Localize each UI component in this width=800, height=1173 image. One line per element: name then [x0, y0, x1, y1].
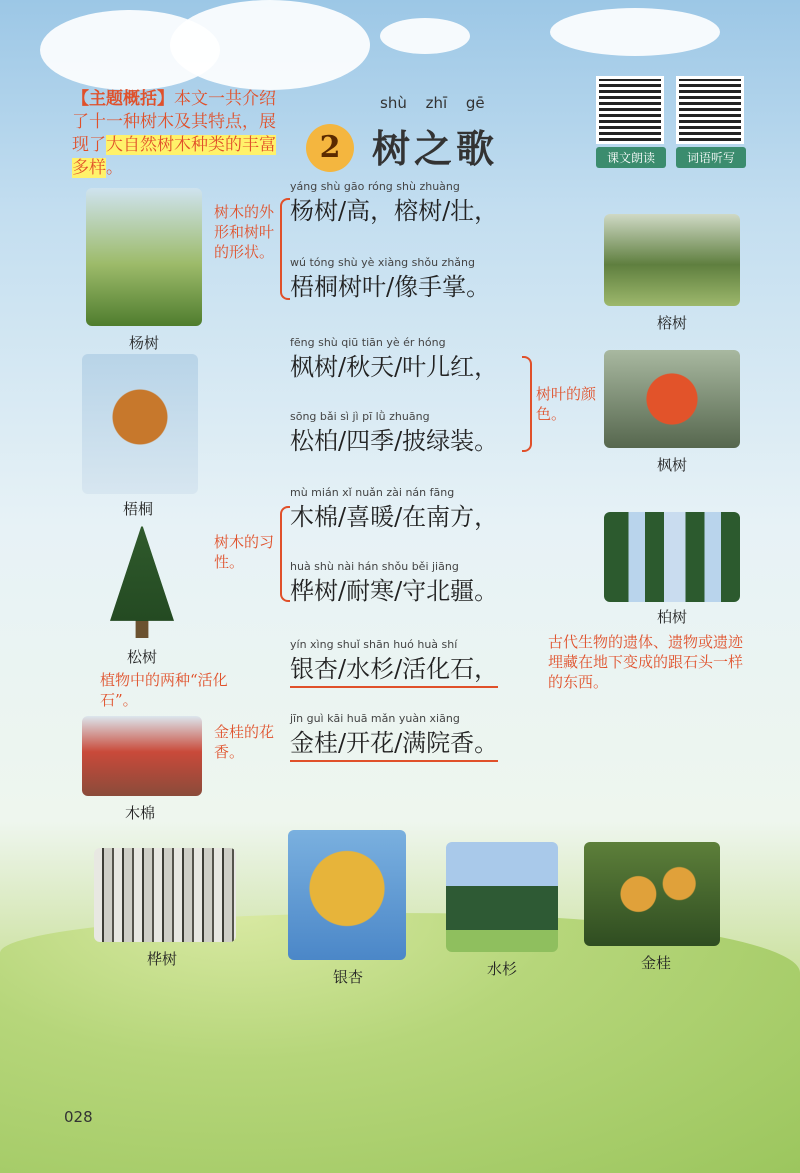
summary-highlight: 大自然树木种类的丰富多样	[72, 135, 276, 178]
poem-line: fēng shù qiū tiān yè ér hóng 枫树/秋天/叶儿红，	[290, 336, 499, 381]
caption-yangshu: 杨树	[128, 334, 159, 352]
caption-yinxing: 银杏	[332, 968, 363, 986]
caption-rongshu: 榕树	[656, 314, 687, 332]
caption-huashu: 桦树	[146, 950, 177, 968]
caption-jingui: 金桂	[640, 954, 671, 972]
note-fossil-definition: 古代生物的遗体、遗物或遗迹埋藏在地下变成的跟石头一样的东西。	[548, 633, 744, 691]
photo-wutong	[82, 354, 198, 494]
qr-reading[interactable]	[596, 76, 666, 168]
note-color: 树叶的颜色。	[536, 385, 597, 423]
caption-shuishan: 水杉	[486, 960, 517, 978]
cloud	[380, 18, 470, 54]
qr-code-icon[interactable]	[676, 76, 744, 144]
photo-huashu	[94, 848, 236, 942]
poem-line: yín xìng shuǐ shān huó huà shí 银杏/水杉/活化石，	[290, 638, 498, 688]
poem-line: wú tóng shù yè xiàng shǒu zhǎng 梧桐树叶/像手掌。	[290, 256, 491, 301]
page-number: 028	[64, 1108, 93, 1126]
cloud	[170, 0, 370, 90]
photo-baishu	[604, 512, 740, 602]
photo-jingui	[584, 842, 720, 946]
poem-line: sōng bǎi sì jì pī lǜ zhuāng 松柏/四季/披绿装。	[290, 410, 499, 455]
photo-shuishan	[446, 842, 558, 952]
note-shape: 树木的外形和树叶的形状。	[214, 203, 275, 261]
brace	[522, 356, 532, 452]
photo-yinxing	[288, 830, 406, 960]
qr-code-icon[interactable]	[596, 76, 664, 144]
theme-summary: 【主题概括】本文一共介绍了十一种树木及其特点，展现了大自然树木种类的丰富多样。	[72, 89, 276, 178]
note-habit: 树木的习性。	[214, 533, 275, 571]
lesson-title: 树之歌	[372, 126, 499, 171]
brace	[280, 506, 290, 602]
title-pinyin: shù zhī gē	[380, 94, 485, 112]
photo-mumian	[82, 716, 202, 796]
photo-rongshu	[604, 214, 740, 306]
lesson-number: 2	[306, 124, 354, 172]
qr-reading-label: 课文朗读	[596, 147, 666, 168]
caption-mumian: 木棉	[124, 804, 155, 822]
caption-baishu: 柏树	[656, 608, 687, 626]
photo-songshu	[110, 524, 174, 638]
cloud	[550, 8, 720, 56]
qr-dictation[interactable]	[676, 76, 746, 168]
caption-songshu: 松树	[126, 648, 157, 666]
caption-wutong: 梧桐	[122, 500, 153, 518]
poem-line: huà shù nài hán shǒu běi jiāng 桦树/耐寒/守北疆。	[290, 560, 499, 605]
note-osmanthus: 金桂的花香。	[214, 723, 275, 761]
poem-line: mù mián xǐ nuǎn zài nán fāng 木棉/喜暖/在南方，	[290, 486, 499, 531]
photo-fengshu	[604, 350, 740, 448]
caption-fengshu: 枫树	[656, 456, 687, 474]
poem-line: yáng shù gāo róng shù zhuàng 杨树/高，榕树/壮，	[290, 180, 499, 225]
summary-label: 【主题概括】	[72, 89, 174, 109]
summary-text: 本文一共介绍了十一种树木及其特点，展现了	[72, 89, 276, 155]
note-fossil-trees: 植物中的两种“活化石”。	[100, 671, 228, 709]
brace	[280, 198, 290, 300]
photo-yangshu	[86, 188, 202, 326]
qr-dictation-label: 词语听写	[676, 147, 746, 168]
poem-line: jīn guì kāi huā mǎn yuàn xiāng 金桂/开花/满院香。	[290, 712, 498, 762]
